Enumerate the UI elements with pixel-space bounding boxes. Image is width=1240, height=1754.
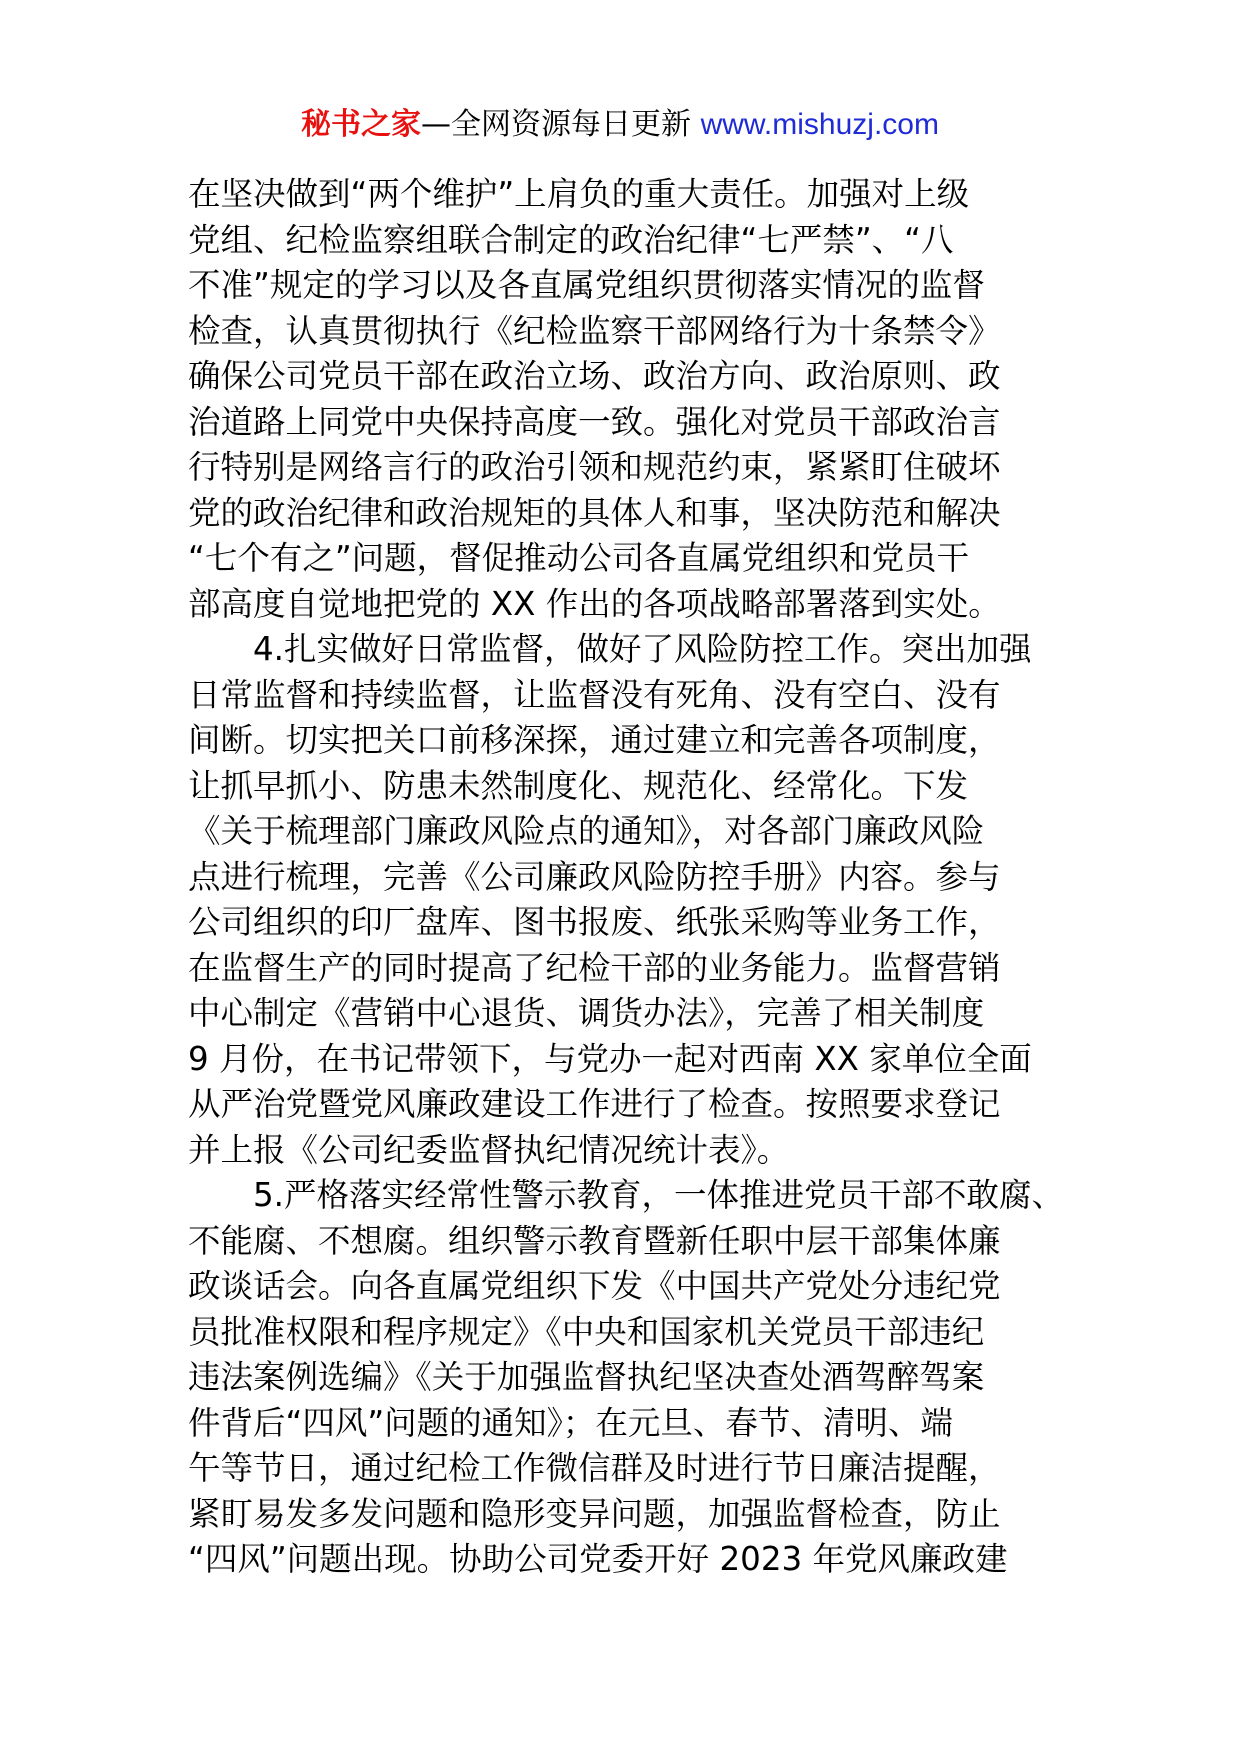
text-line: “七个有之”问题，督促推动公司各直属党组织和党员干 <box>188 539 970 577</box>
paragraph-4-start: 4.扎实做好日常监督，做好了风险防控工作。突出加强 <box>253 630 1032 668</box>
text-line: 检查，认真贯彻执行《纪检监察干部网络行为十条禁令》 <box>188 311 1001 350</box>
text-line: 违法案例选编》《关于加强监督执纪坚决查处酒驾醉驾案 <box>188 1358 985 1396</box>
text-line: 并上报《公司纪委监督执纪情况统计表》。 <box>188 1130 790 1169</box>
text-line: “四风”问题出现。协助公司党委开好 2023 年党风廉政建 <box>188 1540 1008 1578</box>
brand-name: 秘书之家 <box>301 107 422 142</box>
text-line: 党组、纪检监察组联合制定的政治纪律“七严禁”、“八 <box>188 220 954 259</box>
text-line: 确保公司党员干部在政治立场、政治方向、政治原则、政 <box>188 357 1001 395</box>
text-line: 在监督生产的同时提高了纪检干部的业务能力。监督营销 <box>188 948 1001 987</box>
text-line: 部高度自觉地把党的 XX 作出的各项战略部署落到实处。 <box>188 584 1001 623</box>
text-line: 《关于梳理部门廉政风险点的通知》，对各部门廉政风险 <box>188 812 985 850</box>
header-tagline: —全网资源每日更新 <box>421 107 701 142</box>
text-line: 点进行梳理，完善《公司廉政风险防控手册》内容。参与 <box>188 857 1001 896</box>
document-body <box>188 172 1065 1583</box>
text-line: 间断。切实把关口前移深探，通过建立和完善各项制度， <box>188 721 1001 759</box>
text-line: 公司组织的印厂盘库、图书报废、纸张采购等业务工作， <box>188 903 1001 941</box>
text-line: 中心制定《营销中心退货、调货办法》，完善了相关制度 <box>188 994 985 1032</box>
text-line: 不能腐、不想腐。组织警示教育暨新任职中层干部集体廉 <box>188 1221 1001 1260</box>
website-link[interactable]: www.mishuzj.com <box>700 108 939 141</box>
text-line: 在坚决做到“两个维护”上肩负的重大责任。加强对上级 <box>188 175 970 213</box>
text-line: 紧盯易发多发问题和隐形变异问题，加强监督检查，防止 <box>188 1494 1001 1533</box>
text-line: 不准”规定的学习以及各直属党组织贯彻落实情况的监督 <box>188 266 985 304</box>
page-header <box>0 100 1240 150</box>
text-line: 治道路上同党中央保持高度一致。强化对党员干部政治言 <box>188 402 1001 441</box>
text-line: 行特别是网络言行的政治引领和规范约束，紧紧盯住破坏 <box>188 448 1001 486</box>
text-line: 日常监督和持续监督，让监督没有死角、没有空白、没有 <box>188 675 1001 714</box>
text-line: 件背后“四风”问题的通知》；在元旦、春节、清明、端 <box>188 1403 953 1442</box>
text-line: 让抓早抓小、防患未然制度化、规范化、经常化。下发 <box>188 766 969 805</box>
text-line: 党的政治纪律和政治规矩的具体人和事，坚决防范和解决 <box>188 493 1001 532</box>
paragraph-5-start: 5.严格落实经常性警示教育，一体推进党员干部不敢腐、 <box>253 1176 1065 1214</box>
text-line: 9 月份，在书记带领下，与党办一起对西南 XX 家单位全面 <box>188 1039 1032 1078</box>
text-line: 午等节日，通过纪检工作微信群及时进行节日廉洁提醒， <box>188 1449 1001 1487</box>
text-line: 员批准权限和程序规定》《中央和国家机关党员干部违纪 <box>188 1312 985 1351</box>
text-line: 政谈话会。向各直属党组织下发《中国共产党处分违纪党 <box>188 1267 1001 1305</box>
text-line: 从严治党暨党风廉政建设工作进行了检查。按照要求登记 <box>188 1085 1001 1123</box>
